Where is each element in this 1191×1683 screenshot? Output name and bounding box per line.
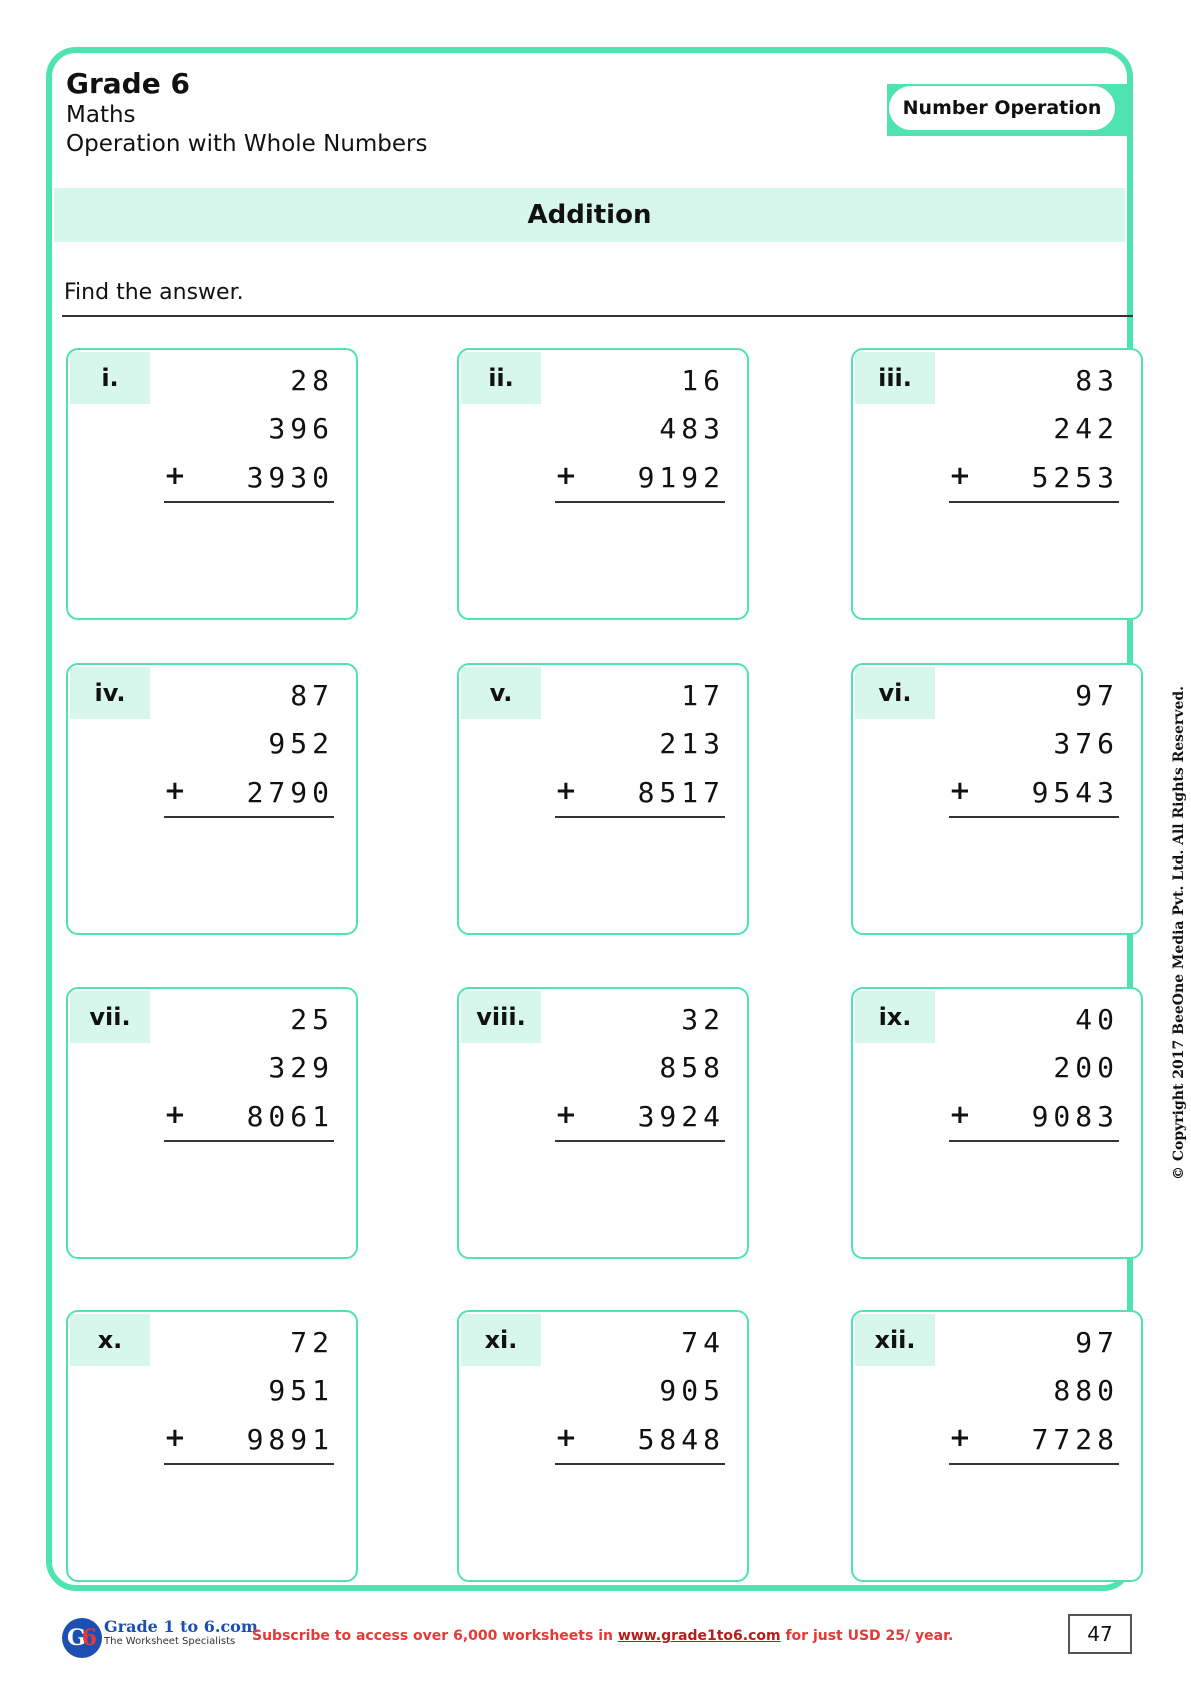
addend-3: 5848 [637, 1423, 725, 1456]
addend-1: 72 [290, 1326, 334, 1359]
topic-label: Operation with Whole Numbers [66, 130, 428, 157]
plus-sign: + [949, 461, 971, 491]
addend-2: 858 [659, 1051, 725, 1084]
problem-label: ix. [855, 991, 935, 1043]
addend-2: 952 [268, 727, 334, 760]
addend-3: 7728 [1031, 1423, 1119, 1456]
problem-label: viii. [461, 991, 541, 1043]
sum-line [164, 501, 334, 503]
problem-label: v. [461, 667, 541, 719]
plus-sign: + [164, 1423, 186, 1453]
problem-label: iii. [855, 352, 935, 404]
problem-card [66, 663, 358, 935]
addend-1: 97 [1075, 1326, 1119, 1359]
promo-link[interactable]: www.grade1to6.com [617, 1628, 781, 1644]
addend-1: 97 [1075, 679, 1119, 712]
plus-sign: + [949, 1423, 971, 1453]
plus-sign: + [555, 1423, 577, 1453]
addend-2: 242 [1053, 412, 1119, 445]
plus-sign: + [164, 1100, 186, 1130]
topic-tag: Number Operation [887, 84, 1117, 132]
instruction-text: Find the answer. [64, 280, 244, 305]
addend-3: 9083 [1031, 1100, 1119, 1133]
addend-3: 8061 [246, 1100, 334, 1133]
addend-3: 3924 [637, 1100, 725, 1133]
addend-3: 9192 [637, 461, 725, 494]
problem-label: iv. [70, 667, 150, 719]
addend-2: 396 [268, 412, 334, 445]
problem-card [851, 1310, 1143, 1582]
promo-after: for just USD 25/ year. [780, 1628, 954, 1644]
divider [62, 315, 1133, 317]
grade-title: Grade 6 [66, 67, 190, 100]
sum-line [949, 1140, 1119, 1142]
sum-line [164, 1463, 334, 1465]
sum-line [949, 501, 1119, 503]
problem-card [457, 1310, 749, 1582]
problem-label: vii. [70, 991, 150, 1043]
addend-2: 483 [659, 412, 725, 445]
logo-subtitle: The Worksheet Specialists [104, 1635, 236, 1647]
problem-card [851, 663, 1143, 935]
addend-2: 880 [1053, 1374, 1119, 1407]
sum-line [949, 816, 1119, 818]
problem-label: vi. [855, 667, 935, 719]
addend-2: 200 [1053, 1051, 1119, 1084]
plus-sign: + [949, 1100, 971, 1130]
plus-sign: + [949, 776, 971, 806]
sum-line [555, 1140, 725, 1142]
sum-line [164, 816, 334, 818]
plus-sign: + [555, 776, 577, 806]
addend-1: 40 [1075, 1003, 1119, 1036]
addend-1: 16 [681, 364, 725, 397]
sum-line [949, 1463, 1119, 1465]
plus-sign: + [164, 776, 186, 806]
copyright-notice: © Copyright 2017 BeeOne Media Pvt. Ltd. All Rights Reserved. [1171, 685, 1187, 1180]
subject-label: Maths [66, 102, 136, 128]
logo-icon: G 6 [62, 1618, 102, 1658]
problem-card [66, 348, 358, 620]
addend-1: 83 [1075, 364, 1119, 397]
addend-3: 8517 [637, 776, 725, 809]
problem-card [66, 1310, 358, 1582]
problem-card [66, 987, 358, 1259]
plus-sign: + [164, 461, 186, 491]
addend-1: 17 [681, 679, 725, 712]
problem-label: xi. [461, 1314, 541, 1366]
addend-1: 87 [290, 679, 334, 712]
problem-label: x. [70, 1314, 150, 1366]
problem-card [851, 987, 1143, 1259]
addend-2: 213 [659, 727, 725, 760]
addend-1: 32 [681, 1003, 725, 1036]
section-banner: Addition [54, 188, 1125, 242]
logo[interactable] [104, 1618, 258, 1647]
sum-line [555, 1463, 725, 1465]
addend-3: 5253 [1031, 461, 1119, 494]
addend-1: 28 [290, 364, 334, 397]
addend-1: 25 [290, 1003, 334, 1036]
problem-label: i. [70, 352, 150, 404]
addend-3: 9543 [1031, 776, 1119, 809]
problem-label: ii. [461, 352, 541, 404]
addend-3: 3930 [246, 461, 334, 494]
sum-line [555, 816, 725, 818]
sum-line [555, 501, 725, 503]
page-number: 47 [1068, 1614, 1132, 1654]
addend-3: 2790 [246, 776, 334, 809]
footer [62, 1614, 1133, 1666]
promo-before: Subscribe to access over 6,000 worksheets in [252, 1628, 618, 1644]
problem-card [457, 987, 749, 1259]
problem-card [457, 348, 749, 620]
worksheet-header [66, 66, 428, 159]
problem-card [851, 348, 1143, 620]
problem-card [457, 663, 749, 935]
addend-1: 74 [681, 1326, 725, 1359]
problem-label: xii. [855, 1314, 935, 1366]
addend-3: 9891 [246, 1423, 334, 1456]
logo-title: Grade 1 to 6.com [104, 1617, 258, 1636]
sum-line [164, 1140, 334, 1142]
addend-2: 951 [268, 1374, 334, 1407]
promo-text [252, 1628, 953, 1644]
addend-2: 905 [659, 1374, 725, 1407]
addend-2: 329 [268, 1051, 334, 1084]
plus-sign: + [555, 461, 577, 491]
addend-2: 376 [1053, 727, 1119, 760]
plus-sign: + [555, 1100, 577, 1130]
